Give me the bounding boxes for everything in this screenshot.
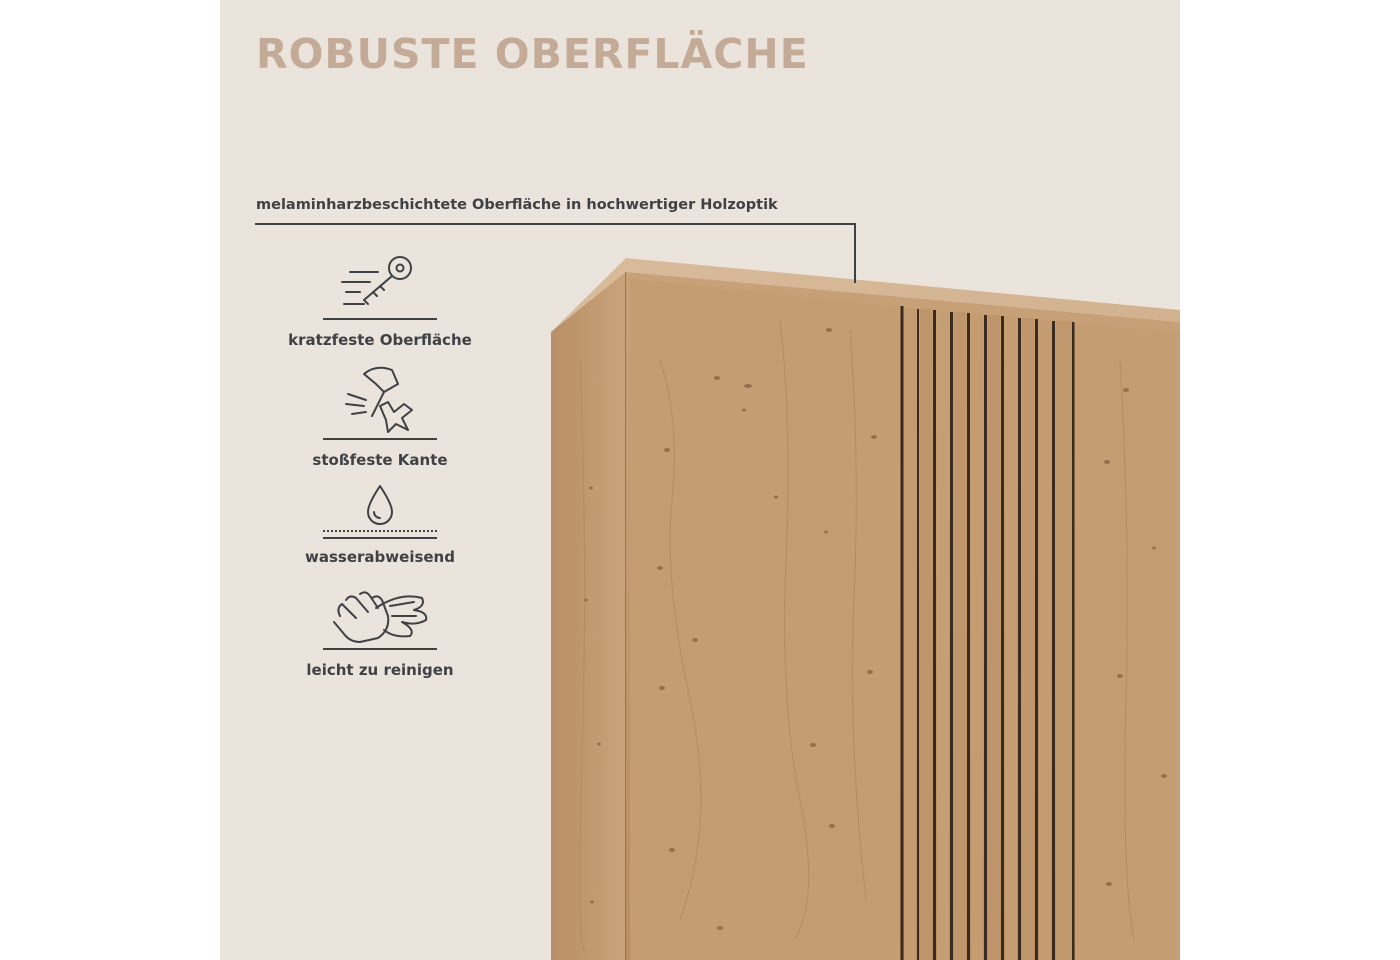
- feature-label: kratzfeste Oberfläche: [288, 331, 472, 349]
- wardrobe-image: [220, 0, 1180, 960]
- callout-line-vertical: [854, 223, 856, 283]
- wood-slats: [904, 308, 1072, 960]
- feature-divider: [323, 438, 437, 440]
- hammer-impact-icon: [280, 362, 480, 434]
- feature-divider: [323, 648, 437, 650]
- hand-wipe-icon: [280, 582, 480, 644]
- feature-divider: [323, 318, 437, 320]
- callout-line-horizontal: [255, 223, 855, 225]
- feature-label: wasserabweisend: [305, 548, 455, 566]
- scratch-key-icon: [280, 250, 480, 312]
- water-drop-icon: [280, 482, 480, 526]
- feature-divider: [323, 537, 437, 539]
- feature-label: stoßfeste Kante: [312, 451, 448, 469]
- surface-caption: melaminharzbeschichtete Oberfläche in hochwertiger Holzoptik: [256, 197, 778, 213]
- product-infographic: [220, 0, 1180, 960]
- headline: ROBUSTE OBERFLÄCHE: [256, 30, 809, 78]
- feature-label: leicht zu reinigen: [306, 661, 454, 679]
- feature-divider: [323, 530, 437, 532]
